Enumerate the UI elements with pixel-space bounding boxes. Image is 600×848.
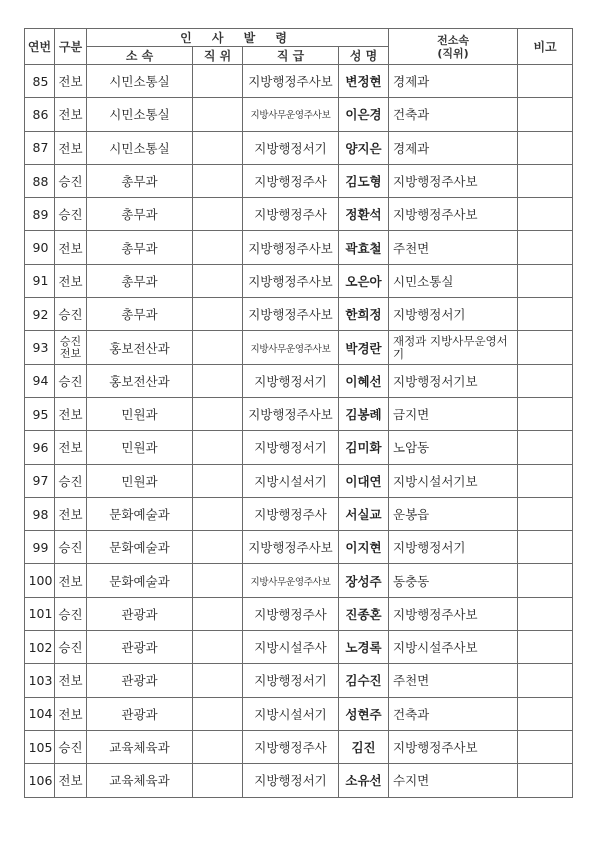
cell-type: 전보	[55, 231, 87, 264]
cell-seq: 88	[25, 164, 55, 197]
cell-name: 소유선	[339, 764, 389, 797]
header-seq: 연번	[25, 29, 55, 65]
cell-grade: 지방행정주사보	[243, 65, 339, 98]
cell-previous: 주천면	[389, 664, 518, 697]
cell-note	[518, 764, 573, 797]
cell-note	[518, 664, 573, 697]
cell-previous: 건축과	[389, 697, 518, 730]
cell-name: 김도형	[339, 164, 389, 197]
cell-grade: 지방행정주사	[243, 497, 339, 530]
cell-note	[518, 231, 573, 264]
cell-seq: 93	[25, 331, 55, 364]
table-row	[25, 264, 573, 297]
cell-note	[518, 65, 573, 98]
cell-note	[518, 564, 573, 597]
cell-name: 진종혼	[339, 597, 389, 630]
cell-position	[193, 331, 243, 364]
cell-dept: 관광과	[87, 664, 193, 697]
header-previous	[389, 29, 518, 65]
cell-seq: 104	[25, 697, 55, 730]
cell-name: 노경록	[339, 631, 389, 664]
header-note: 비고	[518, 29, 573, 65]
cell-note	[518, 164, 573, 197]
cell-dept: 관광과	[87, 631, 193, 664]
cell-seq: 99	[25, 531, 55, 564]
cell-position	[193, 631, 243, 664]
cell-seq: 96	[25, 431, 55, 464]
table-row	[25, 597, 573, 630]
cell-grade: 지방행정주사보	[243, 264, 339, 297]
cell-grade: 지방행정서기	[243, 431, 339, 464]
header-position: 직 위	[193, 47, 243, 65]
cell-dept: 관광과	[87, 597, 193, 630]
cell-dept: 교육체육과	[87, 764, 193, 797]
cell-name: 김수진	[339, 664, 389, 697]
cell-name: 이대연	[339, 464, 389, 497]
cell-dept: 홍보전산과	[87, 364, 193, 397]
cell-type: 승진	[55, 364, 87, 397]
cell-type: 승진	[55, 464, 87, 497]
table-row	[25, 65, 573, 98]
cell-type: 승진	[55, 298, 87, 331]
cell-previous: 경제과	[389, 131, 518, 164]
cell-position	[193, 397, 243, 430]
cell-seq: 101	[25, 597, 55, 630]
cell-note	[518, 431, 573, 464]
cell-grade: 지방행정서기	[243, 131, 339, 164]
header-grade: 직 급	[243, 47, 339, 65]
cell-dept: 홍보전산과	[87, 331, 193, 364]
cell-dept: 문화예술과	[87, 564, 193, 597]
cell-type: 승진	[55, 531, 87, 564]
cell-position	[193, 531, 243, 564]
cell-name: 김봉례	[339, 397, 389, 430]
cell-grade: 지방행정서기	[243, 364, 339, 397]
cell-seq: 95	[25, 397, 55, 430]
cell-type: 전보	[55, 264, 87, 297]
table-row	[25, 664, 573, 697]
cell-name: 양지은	[339, 131, 389, 164]
cell-previous: 경제과	[389, 65, 518, 98]
cell-note	[518, 464, 573, 497]
cell-position	[193, 198, 243, 231]
cell-type: 전보	[55, 697, 87, 730]
cell-previous: 동충동	[389, 564, 518, 597]
table-row	[25, 198, 573, 231]
cell-previous: 시민소통실	[389, 264, 518, 297]
table-row	[25, 531, 573, 564]
cell-grade: 지방시설서기	[243, 464, 339, 497]
cell-grade: 지방시설주사	[243, 631, 339, 664]
cell-type: 전보	[55, 397, 87, 430]
cell-dept: 교육체육과	[87, 730, 193, 763]
cell-type: 전보	[55, 98, 87, 131]
cell-type: 승진	[55, 198, 87, 231]
header-previous-line1: 전소속	[437, 33, 469, 47]
cell-note	[518, 531, 573, 564]
cell-grade: 지방행정주사	[243, 730, 339, 763]
cell-dept: 시민소통실	[87, 98, 193, 131]
cell-seq: 91	[25, 264, 55, 297]
cell-type: 전보	[55, 131, 87, 164]
cell-grade: 지방사무운영주사보	[243, 331, 339, 364]
cell-grade: 지방행정주사보	[243, 397, 339, 430]
cell-type: 전보	[55, 664, 87, 697]
table-body	[25, 65, 573, 798]
cell-seq: 98	[25, 497, 55, 530]
cell-previous: 노암동	[389, 431, 518, 464]
cell-position	[193, 431, 243, 464]
table-row	[25, 464, 573, 497]
cell-note	[518, 697, 573, 730]
cell-dept: 민원과	[87, 431, 193, 464]
cell-seq: 105	[25, 730, 55, 763]
cell-seq: 86	[25, 98, 55, 131]
table-row	[25, 231, 573, 264]
cell-position	[193, 264, 243, 297]
table-row	[25, 331, 573, 364]
cell-position	[193, 364, 243, 397]
cell-dept: 문화예술과	[87, 531, 193, 564]
cell-name: 이지현	[339, 531, 389, 564]
cell-dept: 총무과	[87, 231, 193, 264]
cell-seq: 85	[25, 65, 55, 98]
cell-grade: 지방행정주사	[243, 597, 339, 630]
cell-type: 전보	[55, 764, 87, 797]
cell-grade: 지방행정주사보	[243, 531, 339, 564]
table-row	[25, 730, 573, 763]
table-row	[25, 564, 573, 597]
cell-grade: 지방사무운영주사보	[243, 98, 339, 131]
cell-name: 김미화	[339, 431, 389, 464]
cell-note	[518, 264, 573, 297]
cell-type: 전보	[55, 65, 87, 98]
cell-position	[193, 564, 243, 597]
cell-seq: 97	[25, 464, 55, 497]
cell-name: 정환석	[339, 198, 389, 231]
cell-position	[193, 231, 243, 264]
cell-note	[518, 198, 573, 231]
cell-position	[193, 164, 243, 197]
cell-previous: 지방행정서기	[389, 298, 518, 331]
cell-name: 김진	[339, 730, 389, 763]
cell-note	[518, 597, 573, 630]
cell-type: 승진	[55, 164, 87, 197]
cell-dept: 민원과	[87, 464, 193, 497]
cell-seq: 92	[25, 298, 55, 331]
cell-grade: 지방행정주사	[243, 198, 339, 231]
header-dept: 소 속	[87, 47, 193, 65]
cell-previous: 지방행정주사보	[389, 730, 518, 763]
cell-name: 장성주	[339, 564, 389, 597]
cell-type: 승진 전보	[55, 331, 87, 364]
cell-note	[518, 298, 573, 331]
cell-previous: 지방시설주사보	[389, 631, 518, 664]
cell-previous: 수지면	[389, 764, 518, 797]
cell-position	[193, 697, 243, 730]
cell-previous: 지방행정주사보	[389, 164, 518, 197]
cell-previous: 지방행정서기보	[389, 364, 518, 397]
cell-grade: 지방행정주사	[243, 164, 339, 197]
cell-position	[193, 65, 243, 98]
cell-grade: 지방행정서기	[243, 764, 339, 797]
cell-previous: 지방행정서기	[389, 531, 518, 564]
cell-previous: 재정과 지방사무운영서기	[389, 331, 518, 364]
cell-seq: 100	[25, 564, 55, 597]
cell-type: 전보	[55, 497, 87, 530]
cell-previous: 지방행정주사보	[389, 597, 518, 630]
cell-previous: 주천면	[389, 231, 518, 264]
cell-seq: 103	[25, 664, 55, 697]
cell-previous: 건축과	[389, 98, 518, 131]
cell-note	[518, 730, 573, 763]
cell-dept: 관광과	[87, 697, 193, 730]
cell-grade: 지방행정서기	[243, 664, 339, 697]
personnel-table	[24, 28, 573, 798]
table-row	[25, 98, 573, 131]
cell-grade: 지방행정주사보	[243, 298, 339, 331]
header-previous-line2: (직위)	[437, 46, 469, 60]
cell-dept: 총무과	[87, 164, 193, 197]
cell-previous: 운봉읍	[389, 497, 518, 530]
cell-dept: 총무과	[87, 198, 193, 231]
cell-position	[193, 131, 243, 164]
cell-dept: 시민소통실	[87, 131, 193, 164]
cell-position	[193, 664, 243, 697]
cell-grade: 지방시설서기	[243, 697, 339, 730]
table-row	[25, 497, 573, 530]
cell-seq: 90	[25, 231, 55, 264]
cell-dept: 문화예술과	[87, 497, 193, 530]
table-row	[25, 298, 573, 331]
table-row	[25, 397, 573, 430]
cell-position	[193, 597, 243, 630]
header-name: 성 명	[339, 47, 389, 65]
cell-type: 승진	[55, 631, 87, 664]
cell-note	[518, 331, 573, 364]
cell-name: 곽효철	[339, 231, 389, 264]
cell-note	[518, 497, 573, 530]
cell-grade: 지방사무운영주사보	[243, 564, 339, 597]
cell-dept: 총무과	[87, 298, 193, 331]
cell-previous: 금지면	[389, 397, 518, 430]
cell-dept: 시민소통실	[87, 65, 193, 98]
cell-note	[518, 131, 573, 164]
table-row	[25, 764, 573, 797]
header-appointment: 인 사 발 령	[87, 29, 389, 47]
cell-name: 변정현	[339, 65, 389, 98]
cell-position	[193, 98, 243, 131]
cell-note	[518, 98, 573, 131]
cell-seq: 102	[25, 631, 55, 664]
table-header-row	[25, 29, 573, 47]
cell-position	[193, 464, 243, 497]
table-row	[25, 164, 573, 197]
cell-type: 전보	[55, 564, 87, 597]
cell-grade: 지방행정주사보	[243, 231, 339, 264]
cell-dept: 총무과	[87, 264, 193, 297]
table-row	[25, 697, 573, 730]
table-row	[25, 431, 573, 464]
cell-note	[518, 364, 573, 397]
cell-name: 서실교	[339, 497, 389, 530]
cell-position	[193, 298, 243, 331]
table-row	[25, 131, 573, 164]
cell-previous: 지방행정주사보	[389, 198, 518, 231]
table-row	[25, 631, 573, 664]
cell-note	[518, 631, 573, 664]
cell-dept: 민원과	[87, 397, 193, 430]
cell-seq: 87	[25, 131, 55, 164]
cell-type: 전보	[55, 431, 87, 464]
cell-type: 승진	[55, 597, 87, 630]
cell-name: 오은아	[339, 264, 389, 297]
cell-name: 한희정	[339, 298, 389, 331]
header-type: 구분	[55, 29, 87, 65]
cell-previous: 지방시설서기보	[389, 464, 518, 497]
cell-note	[518, 397, 573, 430]
cell-seq: 106	[25, 764, 55, 797]
cell-seq: 94	[25, 364, 55, 397]
cell-position	[193, 497, 243, 530]
cell-name: 성현주	[339, 697, 389, 730]
table-row	[25, 364, 573, 397]
cell-name: 이혜선	[339, 364, 389, 397]
cell-position	[193, 764, 243, 797]
cell-name: 박경란	[339, 331, 389, 364]
cell-seq: 89	[25, 198, 55, 231]
cell-type: 승진	[55, 730, 87, 763]
cell-position	[193, 730, 243, 763]
cell-name: 이은경	[339, 98, 389, 131]
